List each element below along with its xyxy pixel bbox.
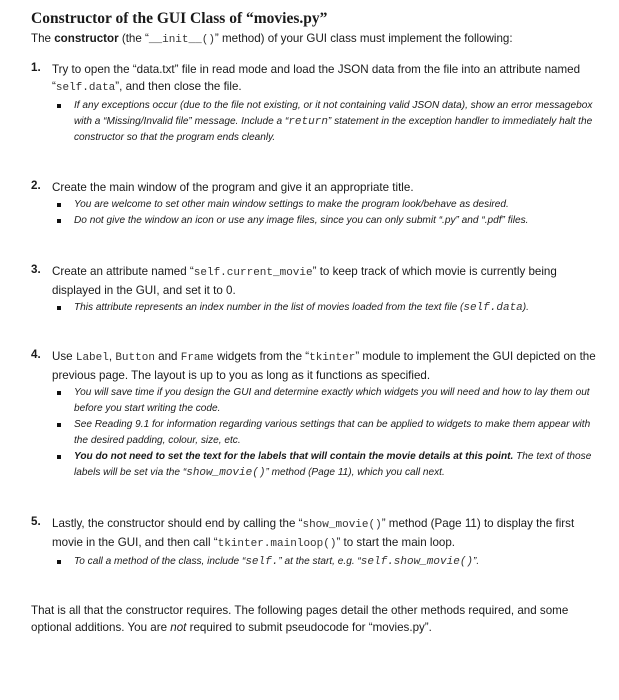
bullet-item	[52, 385, 599, 417]
inline-code: return	[288, 116, 328, 128]
text-segment: ”, and then close the file.	[115, 80, 242, 93]
text-segment: If any exceptions occur (due to the file not existing, or it not containing valid JSON data), show an error messagebox with a “Missing/Invalid file” message. Include a “	[74, 100, 593, 127]
text-segment: To call a method of the class, include “	[74, 556, 246, 567]
text-segment: Lastly, the constructor should end by calling the “	[52, 517, 303, 530]
list-item-1	[31, 61, 599, 146]
text-segment: Do not give the window an icon or use any image files, since you can only submit “.py” and “.pdf” files.	[74, 215, 529, 226]
text-segment: widgets from the “	[213, 350, 310, 363]
item-number: 3.	[31, 263, 41, 276]
bold-text: You do not need to set the text for the labels that will contain the movie details at this point.	[74, 451, 514, 462]
text-segment: ” method (Page 11) to display the first movie in the GUI, and then call “	[52, 517, 575, 549]
document-page	[31, 10, 599, 634]
inline-code: tkinter.mainloop()	[217, 538, 337, 550]
inline-code: self.	[245, 556, 279, 568]
inline-code: Label	[75, 352, 109, 364]
intro-paragraph	[31, 31, 599, 48]
closing-text-1: That is all that the constructor requires. The following pages detail the other methods required, and some optional additions. You are	[31, 604, 569, 634]
intro-text-2: (the “	[118, 32, 149, 45]
text-segment: You are welcome to set other main window settings to make the program look/behave as desired.	[74, 199, 509, 210]
bullet-list	[52, 98, 599, 146]
closing-paragraph	[31, 602, 591, 636]
text-segment: Use	[52, 350, 76, 363]
item-text	[52, 263, 599, 299]
bullet-item	[52, 554, 599, 570]
text-segment: ” method (Page 11), which you call next.	[265, 467, 445, 478]
inline-code: show_movie()	[186, 467, 266, 479]
bullet-item	[52, 417, 599, 449]
text-segment: ” at the start, e.g. “	[278, 556, 361, 567]
text-segment: This attribute represents an index number in the list of movies loaded from the text file (	[74, 302, 464, 313]
text-segment: ” to start the main loop.	[336, 536, 456, 549]
inline-code: Button	[115, 352, 155, 364]
item-text	[52, 179, 599, 196]
bullet-item	[52, 449, 599, 481]
page-title: Constructor of the GUI Class of “movies.py”	[31, 10, 328, 27]
bullet-list	[52, 197, 599, 229]
bullet-list	[52, 385, 599, 481]
bullet-list	[52, 554, 599, 570]
text-segment: See Reading 9.1 for information regarding various settings that can be applied to widgets to make them appear with the desired padding, colour, size, etc.	[74, 419, 591, 446]
bullet-item	[52, 98, 599, 146]
inline-code: self.data	[55, 82, 116, 94]
intro-text-3: ” method) of your GUI class must implement the following:	[214, 32, 513, 45]
bullet-item	[52, 300, 599, 316]
text-segment: ” module to implement the GUI depicted on the previous page. The layout is up to you as long as it functions as specified.	[52, 350, 596, 382]
list-item-2	[31, 179, 599, 229]
bullet-item	[52, 197, 599, 213]
intro-code: __init__()	[148, 34, 215, 46]
item-number: 4.	[31, 348, 41, 361]
inline-code: show_movie()	[302, 519, 382, 531]
bullet-item	[52, 213, 599, 229]
list-item-5	[31, 515, 599, 570]
inline-code: tkinter	[309, 352, 356, 364]
text-segment: ).	[522, 302, 529, 313]
inline-code: self.data	[463, 302, 523, 314]
text-segment: Create an attribute named “	[52, 265, 194, 278]
item-number: 1.	[31, 61, 41, 74]
text-segment: ” statement in the exception handler to immediately halt the constructor so that the program ends cleanly.	[74, 116, 593, 143]
intro-bold-constructor: constructor	[54, 32, 119, 45]
list-item-4	[31, 348, 599, 481]
text-segment: You will save time if you design the GUI and determine exactly which widgets you will need and how to lay them out before you start writing the code.	[74, 387, 590, 414]
text-segment: ”.	[473, 556, 480, 567]
inline-code: Frame	[180, 352, 214, 364]
text-segment: The text of those labels will be set via the “	[74, 451, 592, 478]
item-number: 5.	[31, 515, 41, 528]
inline-code: self.show_movie()	[360, 556, 474, 568]
text-segment: and	[154, 350, 181, 363]
inline-code: self.current_movie	[193, 267, 313, 279]
item-number: 2.	[31, 179, 41, 192]
text-segment: ,	[108, 350, 116, 363]
bullet-list	[52, 300, 599, 316]
text-segment: ” to keep track of which movie is currently being displayed in the GUI, and set it to 0.	[52, 265, 557, 297]
list-item-3	[31, 263, 599, 316]
text-segment: Create the main window of the program and give it an appropriate title.	[52, 181, 414, 194]
closing-text-2: required to submit pseudocode for “movies.py”.	[186, 621, 432, 634]
intro-text-1: The	[31, 32, 55, 45]
item-text	[52, 348, 599, 384]
item-text	[52, 61, 599, 97]
text-segment: Try to open the “data.txt” file in read mode and load the JSON data from the file into an attribute named “	[52, 63, 581, 93]
item-text	[52, 515, 599, 553]
closing-emphasis: not	[170, 621, 187, 634]
